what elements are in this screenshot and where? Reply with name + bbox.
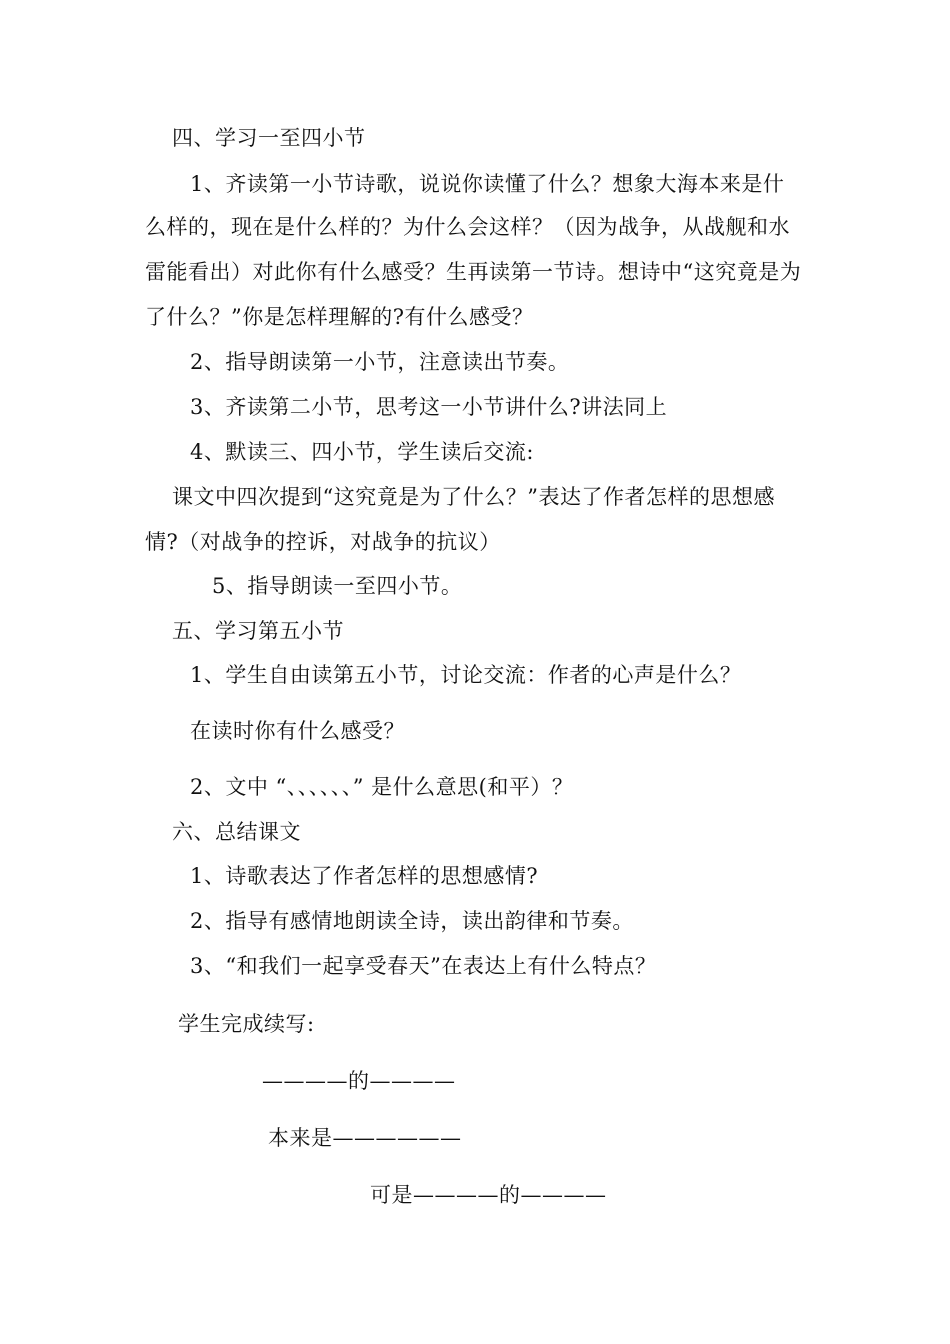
paragraph-line: 3、“和我们一起享受春天”在表达上有什么特点？ xyxy=(190,954,657,978)
heading-section-four: 四、学习一至四小节 xyxy=(172,126,366,150)
fill-in-line: 本来是—————— xyxy=(268,1126,462,1150)
heading-section-five: 五、学习第五小节 xyxy=(172,619,344,643)
paragraph-line: 2、指导朗读第一小节，注意读出节奏。 xyxy=(190,350,570,374)
paragraph-line: 情?（对战争的控诉，对战争的抗议） xyxy=(145,530,501,554)
heading-section-six: 六、总结课文 xyxy=(172,820,301,844)
fill-in-line: ————的———— xyxy=(262,1069,456,1093)
paragraph-line: 了什么？”你是怎样理解的?有什么感受？ xyxy=(145,305,534,329)
paragraph-line: 2、指导有感情地朗读全诗，读出韵律和节奏。 xyxy=(190,909,634,933)
paragraph-line: 2、文中 “、、、、、、” 是什么意思(和平）？ xyxy=(190,775,574,799)
paragraph-line: 课文中四次提到“这究竟是为了什么？”表达了作者怎样的思想感 xyxy=(172,485,775,509)
fill-in-line: 可是————的———— xyxy=(370,1183,607,1207)
paragraph-line: 4、默读三、四小节，学生读后交流: xyxy=(190,440,534,464)
paragraph-line: 么样的，现在是什么样的？为什么会这样？（因为战争，从战舰和水 xyxy=(145,215,790,239)
paragraph-line: 1、学生自由读第五小节，讨论交流：作者的心声是什么？ xyxy=(190,663,742,687)
paragraph-line: 学生完成续写: xyxy=(178,1012,315,1036)
paragraph-line: 雷能看出）对此你有什么感受？生再读第一节诗。想诗中“这究竟是为 xyxy=(145,260,802,284)
paragraph-line: 3、齐读第二小节，思考这一小节讲什么?讲法同上 xyxy=(190,395,668,419)
paragraph-line: 1、齐读第一小节诗歌，说说你读懂了什么？想象大海本来是什 xyxy=(190,172,785,196)
paragraph-line: 5、指导朗读一至四小节。 xyxy=(212,574,463,598)
paragraph-line: 在读时你有什么感受？ xyxy=(190,719,405,743)
paragraph-line: 1、诗歌表达了作者怎样的思想感情? xyxy=(190,864,539,888)
